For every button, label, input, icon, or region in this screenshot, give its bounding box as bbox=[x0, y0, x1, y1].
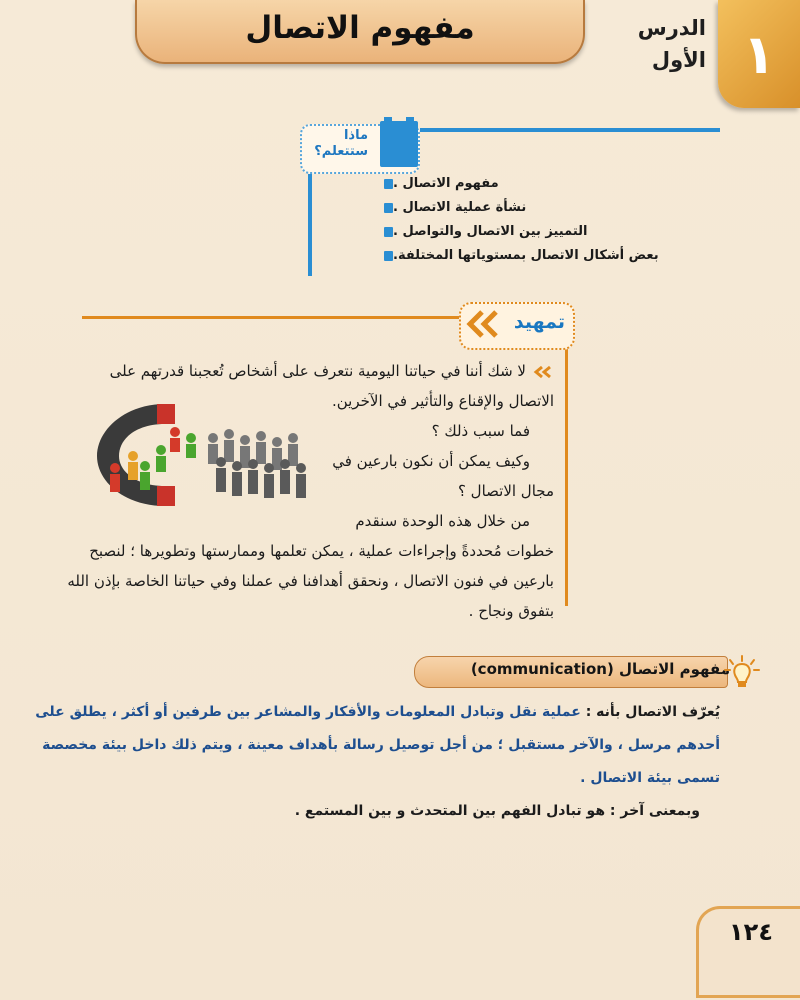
square-bullet-icon bbox=[384, 179, 393, 189]
objectives-list bbox=[380, 172, 710, 268]
intro-line-3: فما سبب ذلك ؟ bbox=[431, 422, 530, 440]
intro-line bbox=[84, 356, 554, 386]
square-bullet-icon bbox=[384, 203, 393, 213]
lesson-label-line1: الدرس bbox=[637, 16, 706, 40]
lightbulb-icon bbox=[722, 654, 762, 690]
square-bullet-icon bbox=[384, 227, 393, 237]
objective-label: نشأة عملية الاتصال . bbox=[393, 200, 527, 215]
section-title: مفهوم الاتصال (communication) bbox=[470, 660, 730, 678]
learn-divider-vertical bbox=[308, 166, 312, 276]
small-chevron-icon bbox=[532, 365, 554, 379]
intro-label: تمهيد bbox=[513, 311, 565, 333]
intro-line-5: مجال الاتصال ؟ bbox=[457, 482, 554, 500]
definition-line-4 bbox=[80, 795, 720, 828]
definition-body-4: هو تبادل الفهم بين المتحدث و بين المستمع . bbox=[294, 803, 606, 819]
intro-line-7: خطوات مُحددةً وإجراءات عملية ، يمكن تعلمها وممارستها وتطويرها ؛ لنصبح bbox=[89, 542, 554, 560]
objective-label: مفهوم الاتصال . bbox=[393, 176, 499, 191]
definition-line-3: تسمى بيئة الاتصال . bbox=[580, 770, 720, 786]
lesson-label-line2: الأول bbox=[651, 48, 706, 72]
double-chevron-icon bbox=[462, 306, 506, 342]
intro-line-8: بارعين في فنون الاتصال ، ونحقق أهدافنا في عملنا وفي حياتنا الخاصة بإذن الله bbox=[67, 572, 554, 590]
page-number: ١٢٤ bbox=[729, 918, 773, 946]
list-item bbox=[380, 172, 710, 196]
definition-lead-2: وبمعنى آخر : bbox=[609, 803, 700, 819]
intro-line-2: الاتصال والإقناع والتأثير في الآخرين. bbox=[332, 392, 554, 410]
intro-divider-top bbox=[82, 316, 464, 319]
square-bullet-icon bbox=[384, 251, 393, 261]
list-item bbox=[380, 220, 710, 244]
lesson-number: ١ bbox=[742, 22, 776, 86]
objective-label: التمييز بين الاتصال والتواصل . bbox=[393, 224, 588, 239]
definition-body-1: عملية نقل وتبادل المعلومات والأفكار والمشاعر بين طرفين أو أكثر ، يطلق على bbox=[35, 704, 581, 720]
definition-line-1 bbox=[35, 696, 720, 729]
intro-line-1: لا شك أننا في حياتنا اليومية نتعرف على أشخاص تُعجبنا قدرتهم على bbox=[109, 362, 526, 380]
definition-line-2: أحدهم مرسل ، والآخر مستقبل ؛ من أجل توصيل رسالة بأهداف معينة ، ويتم ذلك داخل بيئة مخصصة bbox=[42, 737, 720, 753]
definition-lead: يُعرّف الاتصال بأنه : bbox=[585, 704, 720, 720]
definition-paragraph bbox=[35, 696, 720, 828]
title-banner bbox=[135, 0, 585, 64]
objective-label: بعض أشكال الاتصال بمستوياتها المختلفة. bbox=[393, 248, 659, 263]
learn-badge-text bbox=[306, 128, 368, 160]
learn-badge-line1: ماذا bbox=[343, 128, 368, 143]
list-item bbox=[380, 196, 710, 220]
magnet-people-illustration bbox=[95, 398, 310, 506]
castle-block-icon bbox=[380, 121, 418, 167]
intro-divider-right bbox=[565, 344, 568, 606]
lesson-label bbox=[586, 12, 706, 76]
list-item bbox=[380, 244, 710, 268]
intro-line-6: من خلال هذه الوحدة سنقدم bbox=[355, 512, 530, 530]
lesson-number-tab bbox=[718, 0, 800, 108]
page-title: مفهوم الاتصال bbox=[245, 10, 475, 46]
intro-line-9: بتفوق ونجاح . bbox=[468, 602, 554, 620]
learn-badge-line2: ستتعلم؟ bbox=[314, 144, 368, 159]
intro-line-4: وكيف يمكن أن نكون بارعين في bbox=[332, 452, 530, 470]
learn-divider-horizontal bbox=[420, 128, 720, 132]
